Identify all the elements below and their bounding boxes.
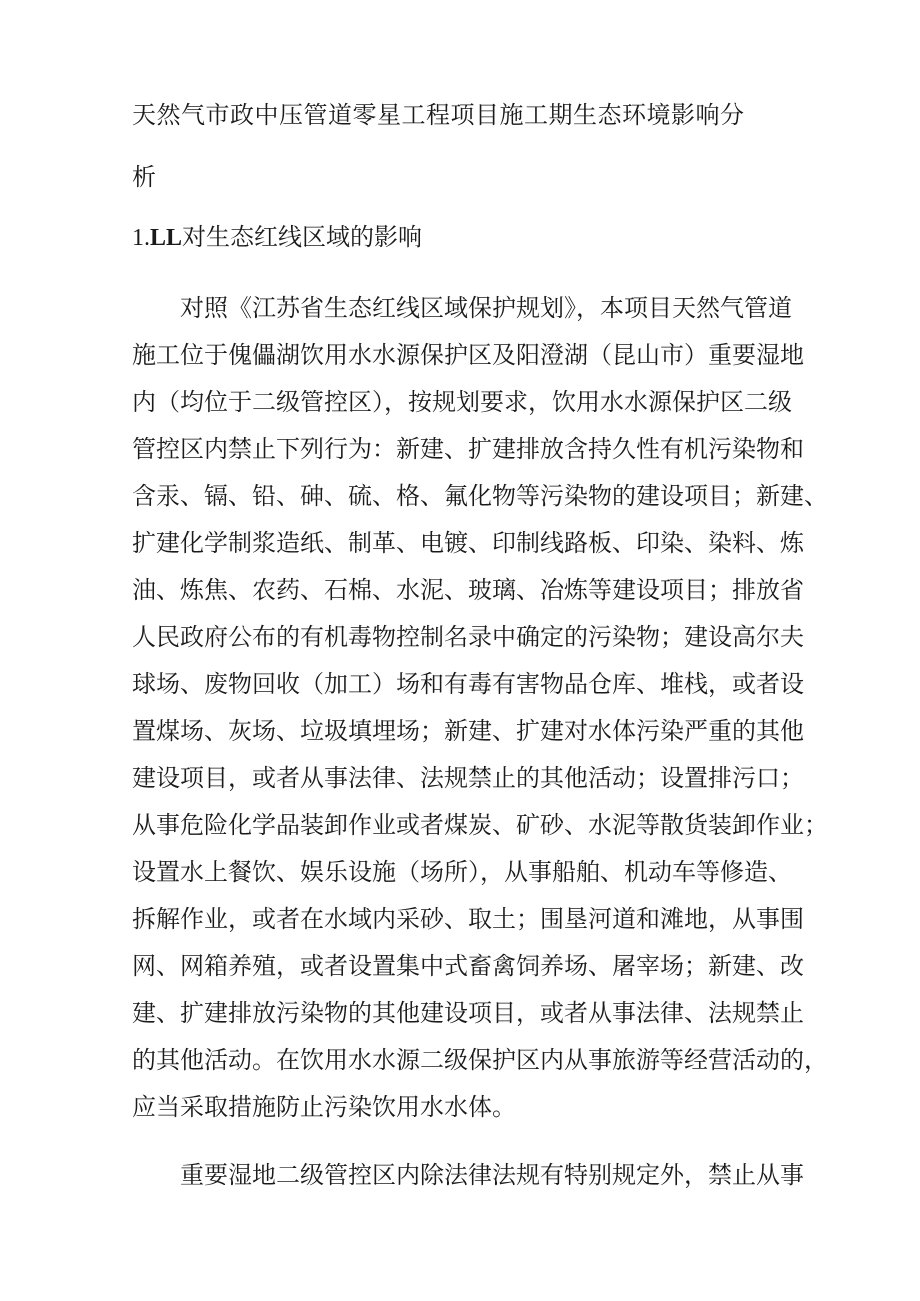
paragraph-line: 球场、废物回收（加工）场和有毒有害物品仓库、堆栈，或者设 — [132, 670, 804, 698]
paragraph-line: 油、炼焦、农药、石棉、水泥、玻璃、冶炼等建设项目；排放省 — [132, 576, 804, 604]
paragraph-line: 含汞、镉、铅、砷、硫、格、氟化物等污染物的建设项目；新建、 — [132, 482, 828, 510]
paragraph-line: 建设项目，或者从事法律、法规禁止的其他活动；设置排污口； — [132, 764, 804, 792]
section-number-bold: LL — [150, 225, 183, 251]
document-title-line-2: 析 — [132, 163, 157, 191]
paragraph-line: 对照《江苏省生态红线区域保护规划》，本项目天然气管道 — [180, 294, 792, 322]
paragraph-line: 人民政府公布的有机毒物控制名录中确定的污染物；建设高尔夫 — [132, 623, 804, 651]
paragraph-line: 重要湿地二级管控区内除法律法规有特别规定外，禁止从事 — [180, 1161, 804, 1189]
paragraph-line: 建、扩建排放污染物的其他建设项目，或者从事法律、法规禁止 — [132, 999, 804, 1027]
section-heading — [132, 222, 422, 253]
document-title-line-1: 天然气市政中压管道零星工程项目施工期生态环境影响分 — [132, 101, 745, 129]
paragraph-line: 设置水上餐饮、娱乐设施（场所），从事船舶、机动车等修造、 — [132, 858, 792, 886]
paragraph-line: 置煤场、灰场、垃圾填埋场；新建、扩建对水体污染严重的其他 — [132, 717, 804, 745]
paragraph-line: 施工位于傀儡湖饮用水水源保护区及阳澄湖（昆山市）重要湿地 — [132, 341, 804, 369]
paragraph-line: 应当采取措施防止污染饮用水水体。 — [132, 1093, 516, 1121]
paragraph-line: 拆解作业，或者在水域内采砂、取土；围垦河道和滩地，从事围 — [132, 905, 804, 933]
paragraph-line: 从事危险化学品装卸作业或者煤炭、矿砂、水泥等散货装卸作业； — [132, 811, 828, 839]
paragraph-line: 网、网箱养殖，或者设置集中式畜禽饲养场、屠宰场；新建、改 — [132, 952, 804, 980]
section-number: 1. — [132, 225, 150, 251]
paragraph-line: 内（均位于二级管控区），按规划要求，饮用水水源保护区二级 — [132, 388, 792, 416]
paragraph-line: 扩建化学制浆造纸、制革、电镀、印制线路板、印染、染料、炼 — [132, 529, 804, 557]
paragraph-line: 管控区内禁止下列行为：新建、扩建排放含持久性有机污染物和 — [132, 435, 804, 463]
section-heading-text: 对生态红线区域的影响 — [182, 223, 423, 251]
paragraph-line: 的其他活动。在饮用水水源二级保护区内从事旅游等经营活动的， — [132, 1046, 828, 1074]
